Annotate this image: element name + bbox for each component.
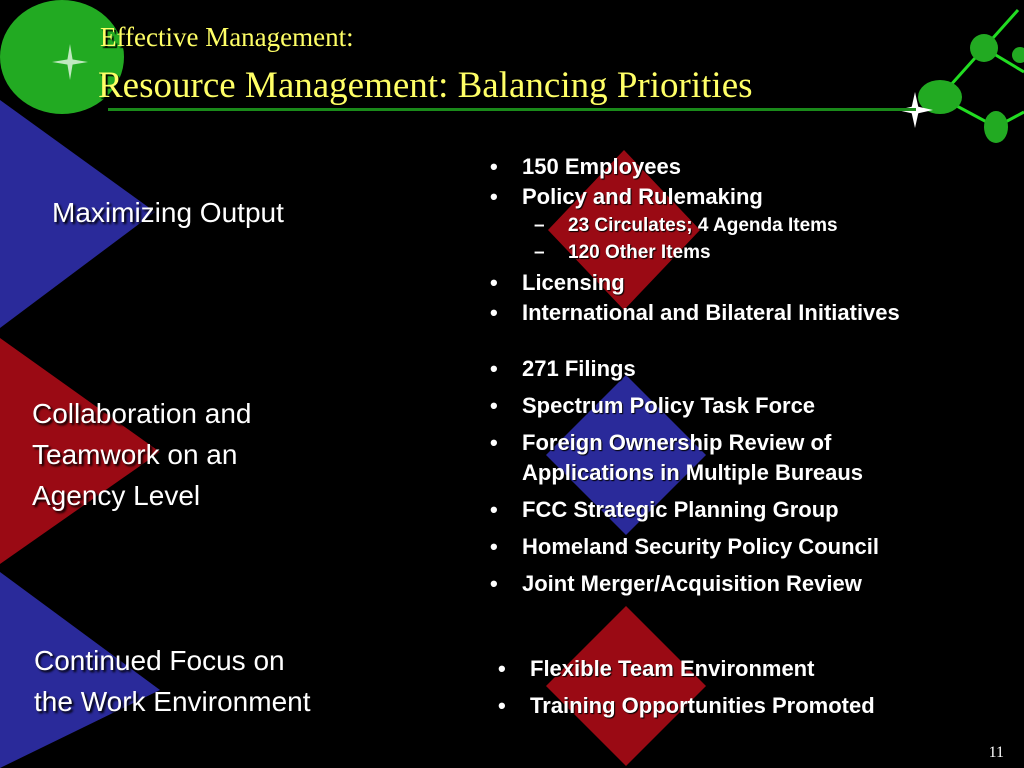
sub-item-text: 120 Other Items: [568, 242, 711, 263]
list-item-text: 271 Filings: [522, 356, 636, 381]
dash-icon: –: [534, 215, 545, 236]
list-item-text: FCC Strategic Planning Group: [522, 497, 839, 522]
list-item: [492, 691, 875, 721]
sub-item-text: 23 Circulates; 4 Agenda Items: [568, 215, 838, 236]
sub-list-item: [484, 212, 900, 239]
list-item-text: Homeland Security Policy Council: [522, 534, 879, 559]
list-item: [484, 428, 879, 488]
list-item: [484, 152, 900, 182]
title-divider: [108, 108, 916, 111]
bullet-icon: •: [490, 300, 498, 325]
sub-list-item: [484, 239, 900, 266]
list-item: [484, 532, 879, 562]
bullet-icon: •: [490, 393, 498, 418]
section-label-line: Agency Level: [32, 480, 201, 511]
section-label-work-environment: [34, 640, 311, 722]
bullet-icon: •: [490, 497, 498, 522]
section-1-bullets: [484, 152, 900, 328]
slide-subtitle: Effective Management:: [100, 22, 354, 52]
section-label-line: the Work Environment: [34, 686, 311, 717]
list-item-text: Licensing: [522, 270, 625, 295]
bullet-icon: •: [490, 534, 498, 559]
bullet-icon: •: [498, 693, 506, 718]
bullet-icon: •: [490, 356, 498, 381]
bullet-icon: •: [490, 571, 498, 596]
list-item-text: Policy and Rulemaking: [522, 184, 763, 209]
list-item: [484, 495, 879, 525]
list-item: [484, 391, 879, 421]
section-label-maximizing-output: [52, 192, 284, 233]
bullet-icon: •: [490, 154, 498, 179]
list-item: [484, 298, 900, 328]
section-label-line: Teamwork on an: [32, 439, 238, 470]
section-3-bullets: [492, 654, 875, 721]
bullet-icon: •: [498, 656, 506, 681]
list-item: [484, 569, 879, 599]
list-item-text: International and Bilateral Initiatives: [522, 300, 900, 325]
list-item: [484, 182, 900, 266]
bullet-icon: •: [490, 270, 498, 295]
list-item-text: Joint Merger/Acquisition Review: [522, 571, 862, 596]
list-item: [492, 654, 875, 684]
list-item-text: Spectrum Policy Task Force: [522, 393, 816, 418]
list-item-text: Training Opportunities Promoted: [530, 693, 875, 718]
list-item-text: Flexible Team Environment: [530, 656, 815, 681]
dash-icon: –: [534, 242, 545, 263]
list-item: [484, 268, 900, 298]
slide-title: Resource Management: Balancing Priorities: [98, 65, 753, 106]
section-label-collaboration: [32, 393, 252, 516]
list-item: [484, 354, 879, 384]
section-label-line: Collaboration and: [32, 398, 252, 429]
section-2-bullets: [484, 354, 879, 599]
bullet-icon: •: [490, 184, 498, 209]
molecule-icon: [918, 10, 1024, 143]
list-item-text: 150 Employees: [522, 154, 681, 179]
list-item-text: Applications in Multiple Bureaus: [522, 460, 864, 485]
page-number: 11: [988, 744, 1004, 761]
bullet-icon: •: [490, 430, 498, 455]
list-item-text: Foreign Ownership Review of: [522, 430, 832, 455]
section-label-line: Maximizing Output: [52, 197, 284, 228]
sub-list: [484, 212, 900, 266]
section-label-line: Continued Focus on: [34, 645, 285, 676]
